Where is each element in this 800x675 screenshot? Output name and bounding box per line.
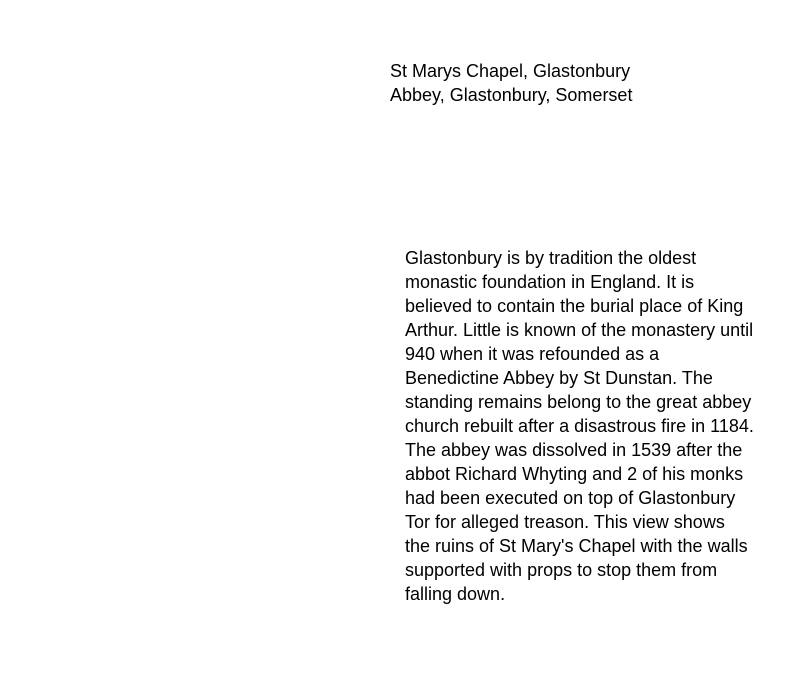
title-line: Abbey, Glastonbury, Somerset: [390, 85, 633, 105]
description-line: had been executed on top of Glastonbury: [405, 488, 736, 508]
description-line: abbot Richard Whyting and 2 of his monks: [405, 464, 744, 484]
description-line: Tor for alleged treason. This view shows: [405, 512, 725, 532]
page-title: [390, 59, 690, 107]
description-line: standing remains belong to the great abbey: [405, 392, 752, 412]
description-line: falling down.: [405, 584, 506, 604]
description-line: believed to contain the burial place of King: [405, 296, 744, 316]
description-line: Arthur. Little is known of the monastery until: [405, 320, 754, 340]
description-line: church rebuilt after a disastrous fire in 1184.: [405, 416, 754, 436]
description-line: the ruins of St Mary's Chapel with the walls: [405, 536, 748, 556]
description-line: monastic foundation in England. It is: [405, 272, 695, 292]
description-line: Glastonbury is by tradition the oldest: [405, 248, 697, 268]
description-line: Benedictine Abbey by St Dunstan. The: [405, 368, 713, 388]
title-line: St Marys Chapel, Glastonbury: [390, 61, 631, 81]
description-text: [405, 246, 800, 606]
description-line: The abbey was dissolved in 1539 after the: [405, 440, 743, 460]
description-line: supported with props to stop them from: [405, 560, 718, 580]
description-line: 940 when it was refounded as a: [405, 344, 660, 364]
